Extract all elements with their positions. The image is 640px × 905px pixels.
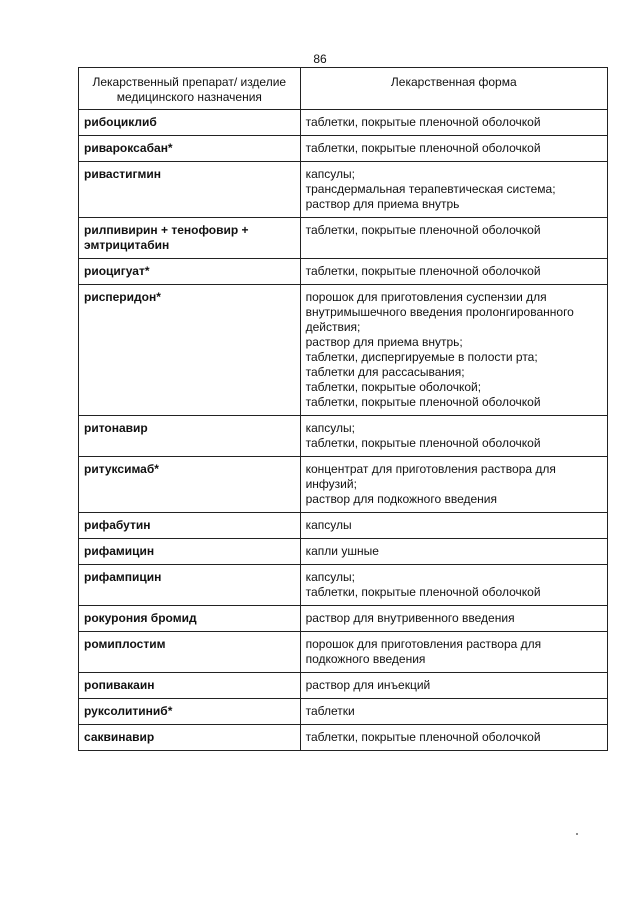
table-row	[79, 285, 608, 416]
dosage-form-line: таблетки	[305, 704, 355, 718]
dosage-form-line: капсулы;	[305, 421, 355, 435]
table-row	[79, 416, 608, 457]
drug-name-cell: рифамицин	[79, 539, 301, 565]
dosage-form-line: капли ушные	[305, 544, 379, 558]
dosage-form-cell	[300, 218, 607, 259]
table-row	[79, 259, 608, 285]
dosage-form-line: капсулы	[305, 518, 352, 532]
dosage-form-cell	[300, 513, 607, 539]
table-row	[79, 725, 608, 751]
dosage-form-line: таблетки для рассасывания;	[305, 365, 465, 379]
dosage-form-line: таблетки, покрытые пленочной оболочкой	[305, 115, 541, 129]
dosage-form-line: порошок для приготовления суспензии для внутримышечного введения пролонгированного действия;	[305, 290, 574, 334]
dosage-form-line: капсулы;	[305, 570, 355, 584]
drug-name-cell: рокурония бромид	[79, 606, 301, 632]
dosage-form-cell	[300, 457, 607, 513]
column-header-drug: Лекарственный препарат/ изделие медицинского назначения	[79, 68, 301, 110]
table-row	[79, 162, 608, 218]
table-row	[79, 606, 608, 632]
dosage-form-line: раствор для инъекций	[305, 678, 431, 692]
dosage-form-cell	[300, 285, 607, 416]
dosage-form-line: раствор для внутривенного введения	[305, 611, 515, 625]
drug-name-cell: руксолитиниб*	[79, 699, 301, 725]
table-row	[79, 218, 608, 259]
dosage-form-cell	[300, 416, 607, 457]
table-row	[79, 136, 608, 162]
drug-name-cell: саквинавир	[79, 725, 301, 751]
dosage-form-cell	[300, 259, 607, 285]
column-header-form: Лекарственная форма	[300, 68, 607, 110]
drug-name-cell: рифабутин	[79, 513, 301, 539]
dosage-form-line: концентрат для приготовления раствора для инфузий;	[305, 462, 556, 491]
table-row	[79, 632, 608, 673]
dosage-form-line: порошок для приготовления раствора для подкожного введения	[305, 637, 542, 666]
dosage-form-cell	[300, 162, 607, 218]
dosage-form-line: таблетки, покрытые пленочной оболочкой	[305, 730, 541, 744]
dosage-form-line: таблетки, покрытые пленочной оболочкой	[305, 223, 541, 237]
table-row	[79, 513, 608, 539]
table-body	[79, 110, 608, 751]
drug-name-cell: ритонавир	[79, 416, 301, 457]
drug-table	[78, 67, 608, 751]
dosage-form-line: таблетки, покрытые пленочной оболочкой	[305, 141, 541, 155]
dosage-form-cell	[300, 136, 607, 162]
drug-name-cell: рисперидон*	[79, 285, 301, 416]
dosage-form-line: таблетки, покрытые пленочной оболочкой	[305, 585, 541, 599]
drug-name-cell: ромиплостим	[79, 632, 301, 673]
drug-name-cell: рифампицин	[79, 565, 301, 606]
drug-name-cell: ривароксабан*	[79, 136, 301, 162]
table-row	[79, 539, 608, 565]
scan-speck	[576, 833, 578, 835]
dosage-form-line: капсулы;	[305, 167, 355, 181]
table-row	[79, 565, 608, 606]
dosage-form-line: трансдермальная терапевтическая система;	[305, 182, 556, 196]
dosage-form-cell	[300, 539, 607, 565]
table-row	[79, 457, 608, 513]
drug-name-cell: ропивакаин	[79, 673, 301, 699]
dosage-form-line: таблетки, покрытые пленочной оболочкой	[305, 436, 541, 450]
dosage-form-line: раствор для подкожного введения	[305, 492, 498, 506]
dosage-form-line: таблетки, покрытые пленочной оболочкой	[305, 395, 541, 409]
drug-name-cell: ривастигмин	[79, 162, 301, 218]
dosage-form-cell	[300, 725, 607, 751]
dosage-form-cell	[300, 632, 607, 673]
dosage-form-cell	[300, 673, 607, 699]
table-row	[79, 110, 608, 136]
dosage-form-cell	[300, 565, 607, 606]
dosage-form-line: таблетки, диспергируемые в полости рта;	[305, 350, 538, 364]
drug-name-cell: риоцигуат*	[79, 259, 301, 285]
dosage-form-cell	[300, 606, 607, 632]
dosage-form-line: таблетки, покрытые пленочной оболочкой	[305, 264, 541, 278]
dosage-form-line: раствор для приема внутрь;	[305, 335, 463, 349]
table-header-row	[79, 68, 608, 110]
table-row	[79, 673, 608, 699]
table-row	[79, 699, 608, 725]
dosage-form-cell	[300, 699, 607, 725]
drug-name-cell: рилпивирин + тенофовир + эмтрицитабин	[79, 218, 301, 259]
dosage-form-cell	[300, 110, 607, 136]
dosage-form-line: раствор для приема внутрь	[305, 197, 460, 211]
page-number: 86	[313, 52, 327, 66]
drug-name-cell: ритуксимаб*	[79, 457, 301, 513]
drug-name-cell: рибоциклиб	[79, 110, 301, 136]
dosage-form-line: таблетки, покрытые оболочкой;	[305, 380, 482, 394]
